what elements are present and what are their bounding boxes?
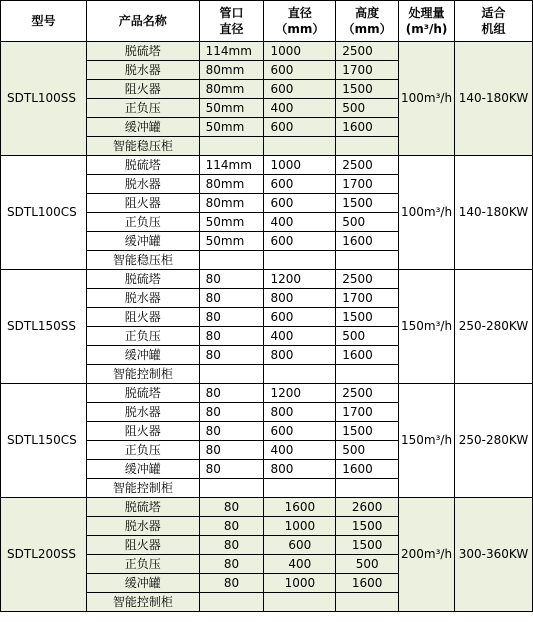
pipe-cell: 80 [199,346,264,365]
diameter-cell: 800 [264,403,336,422]
header-pipe [199,1,264,42]
pipe-cell: 80 [199,574,264,593]
diameter-cell: 600 [264,118,336,137]
height-cell [336,593,399,612]
diameter-cell: 800 [264,346,336,365]
product-name-cell: 阻火器 [86,536,199,555]
diameter-cell [264,593,336,612]
pipe-cell: 80mm [199,194,264,213]
pipe-cell [199,251,264,270]
header-row [1,1,533,42]
diameter-cell: 600 [264,80,336,99]
model-cell: SDTL100SS [1,42,87,156]
pipe-cell: 80 [199,422,264,441]
product-name-cell: 智能稳压柜 [86,251,199,270]
diameter-cell: 1000 [264,42,336,61]
unit-cell: 250-280KW [455,384,533,498]
height-cell [336,251,399,270]
height-cell: 500 [336,213,399,232]
height-cell: 1500 [336,422,399,441]
diameter-cell: 400 [264,327,336,346]
product-name-cell: 阻火器 [86,422,199,441]
product-name-cell: 正负压 [86,555,199,574]
model-cell: SDTL100CS [1,156,87,270]
header-pipe-line1: 管口 [219,6,244,20]
diameter-cell: 600 [264,232,336,251]
height-cell: 1700 [336,175,399,194]
height-cell: 500 [336,99,399,118]
table-row [1,384,533,403]
diameter-cell: 600 [264,194,336,213]
diameter-cell: 1000 [264,156,336,175]
diameter-cell: 1200 [264,270,336,289]
header-diameter-line1: 直径 [287,6,312,20]
header-capacity [399,1,455,42]
height-cell: 1600 [336,574,399,593]
product-name-cell: 脱硫塔 [86,270,199,289]
pipe-cell: 80 [199,270,264,289]
pipe-cell [199,593,264,612]
pipe-cell: 50mm [199,99,264,118]
product-name-cell: 智能稳压柜 [86,137,199,156]
unit-cell: 140-180KW [455,42,533,156]
height-cell [336,365,399,384]
capacity-cell: 100m³/h [399,156,455,270]
diameter-cell: 600 [264,308,336,327]
product-name-cell: 脱水器 [86,289,199,308]
table-row [1,270,533,289]
height-cell: 1700 [336,403,399,422]
pipe-cell: 50mm [199,118,264,137]
product-name-cell: 脱硫塔 [86,42,199,61]
pipe-cell [199,137,264,156]
pipe-cell: 114mm [199,156,264,175]
height-cell: 1700 [336,289,399,308]
height-cell: 2600 [336,498,399,517]
height-cell: 500 [336,327,399,346]
capacity-cell: 150m³/h [399,384,455,498]
unit-cell: 250-280KW [455,270,533,384]
pipe-cell: 80 [199,308,264,327]
diameter-cell: 400 [264,213,336,232]
height-cell: 2500 [336,42,399,61]
diameter-cell: 800 [264,289,336,308]
product-name-cell: 脱硫塔 [86,498,199,517]
height-cell: 2500 [336,156,399,175]
height-cell [336,479,399,498]
product-name-cell: 缓冲罐 [86,460,199,479]
diameter-cell: 1000 [264,517,336,536]
height-cell: 1600 [336,346,399,365]
diameter-cell [264,137,336,156]
header-unit-line1: 适合 [481,6,506,20]
height-cell: 1600 [336,232,399,251]
product-name-cell: 缓冲罐 [86,346,199,365]
diameter-cell: 600 [264,175,336,194]
unit-cell: 300-360KW [455,498,533,612]
header-unit [455,1,533,42]
height-cell: 1500 [336,536,399,555]
product-name-cell: 脱硫塔 [86,156,199,175]
capacity-cell: 100m³/h [399,42,455,156]
header-pipe-line2: 直径 [219,22,244,36]
header-height-line1: 高度 [355,6,380,20]
diameter-cell: 1600 [264,498,336,517]
product-name-cell: 缓冲罐 [86,118,199,137]
height-cell: 1500 [336,517,399,536]
table-row [1,498,533,517]
product-name-cell: 脱水器 [86,517,199,536]
diameter-cell [264,365,336,384]
model-cell: SDTL150SS [1,270,87,384]
table-row [1,42,533,61]
product-name-cell: 智能控制柜 [86,593,199,612]
header-capacity-line1: 处理量 [408,6,445,20]
header-diameter [264,1,336,42]
pipe-cell: 50mm [199,232,264,251]
product-name-cell: 缓冲罐 [86,232,199,251]
table-row [1,156,533,175]
height-cell: 1700 [336,61,399,80]
pipe-cell: 114mm [199,42,264,61]
header-model: 型号 [1,1,87,42]
product-name-cell: 正负压 [86,99,199,118]
pipe-cell: 80 [199,327,264,346]
height-cell: 1500 [336,308,399,327]
header-unit-line2: 机组 [481,22,506,36]
pipe-cell: 80 [199,289,264,308]
product-name-cell: 脱硫塔 [86,384,199,403]
product-name-cell: 智能控制柜 [86,365,199,384]
unit-cell: 140-180KW [455,156,533,270]
product-name-cell: 阻火器 [86,308,199,327]
diameter-cell [264,479,336,498]
diameter-cell: 400 [264,555,336,574]
height-cell: 2500 [336,270,399,289]
height-cell: 500 [336,441,399,460]
diameter-cell: 1200 [264,384,336,403]
capacity-cell: 150m³/h [399,270,455,384]
product-name-cell: 正负压 [86,213,199,232]
diameter-cell: 400 [264,441,336,460]
header-capacity-line2: (m³/h) [405,22,448,36]
pipe-cell: 80 [199,555,264,574]
height-cell: 2500 [336,384,399,403]
capacity-cell: 200m³/h [399,498,455,612]
pipe-cell: 50mm [199,213,264,232]
height-cell: 1600 [336,118,399,137]
height-cell [336,137,399,156]
diameter-cell: 600 [264,61,336,80]
pipe-cell: 80 [199,498,264,517]
pipe-cell: 80mm [199,80,264,99]
header-product: 产品名称 [86,1,199,42]
product-name-cell: 阻火器 [86,80,199,99]
pipe-cell: 80 [199,384,264,403]
product-name-cell: 阻火器 [86,194,199,213]
height-cell: 1600 [336,460,399,479]
header-height-line2: （mm） [342,22,392,36]
product-name-cell: 正负压 [86,327,199,346]
diameter-cell: 600 [264,536,336,555]
diameter-cell [264,251,336,270]
pipe-cell [199,365,264,384]
height-cell: 1500 [336,80,399,99]
header-height [336,1,399,42]
diameter-cell: 400 [264,99,336,118]
spec-table-body [1,42,533,612]
pipe-cell: 80 [199,460,264,479]
pipe-cell: 80 [199,403,264,422]
pipe-cell: 80mm [199,175,264,194]
pipe-cell [199,479,264,498]
product-name-cell: 脱水器 [86,61,199,80]
pipe-cell: 80 [199,517,264,536]
height-cell: 500 [336,555,399,574]
header-diameter-line2: （mm） [275,22,325,36]
product-name-cell: 脱水器 [86,403,199,422]
product-name-cell: 脱水器 [86,175,199,194]
diameter-cell: 800 [264,460,336,479]
height-cell: 1500 [336,194,399,213]
pipe-cell: 80 [199,441,264,460]
model-cell: SDTL200SS [1,498,87,612]
diameter-cell: 1000 [264,574,336,593]
product-name-cell: 缓冲罐 [86,574,199,593]
model-cell: SDTL150CS [1,384,87,498]
product-name-cell: 正负压 [86,441,199,460]
pipe-cell: 80mm [199,61,264,80]
diameter-cell: 600 [264,422,336,441]
product-name-cell: 智能控制柜 [86,479,199,498]
pipe-cell: 80 [199,536,264,555]
